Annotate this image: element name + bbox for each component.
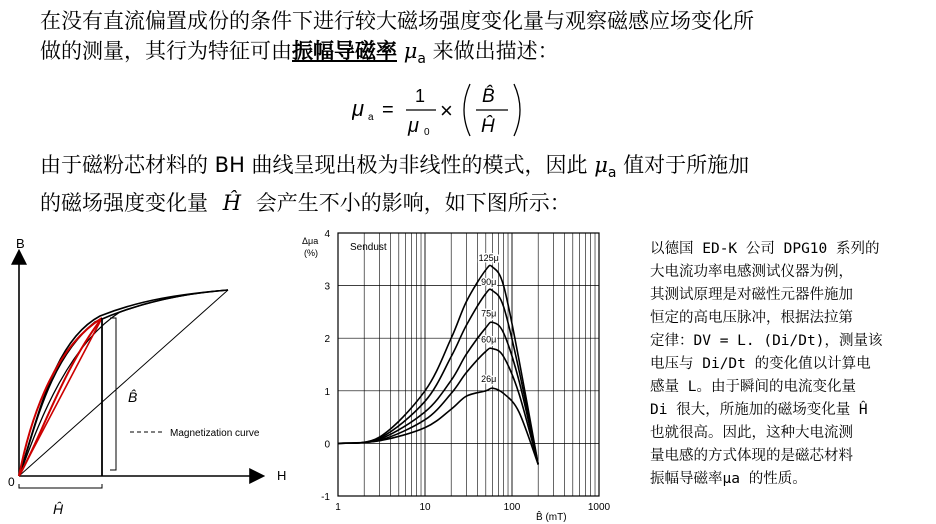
chart-y-tick-label: -1 <box>321 492 330 503</box>
red-chord <box>19 318 102 476</box>
chart-frame <box>338 233 599 496</box>
b-hat-label: B̂ <box>128 389 138 405</box>
mu-subscript: a <box>607 165 617 182</box>
chart-series-label: 125μ <box>478 253 499 264</box>
formula-times: × <box>440 98 453 123</box>
side-text-line: 定律：DV = L. (Di/Dt)，测量该 <box>650 333 883 349</box>
chart-ylabel-line1: Δμa <box>302 236 319 246</box>
side-text-line: 也就很高。因此，这种大电流测 <box>650 425 853 441</box>
formula-left-paren <box>464 84 470 136</box>
chart-title: Sendust <box>350 242 387 253</box>
side-text-line: 大电流功率电感测试仪器为例， <box>650 264 853 280</box>
chart-y-tick-label: 0 <box>324 439 330 451</box>
mu-subscript: a <box>417 51 426 68</box>
h-axis-label: H <box>277 468 287 483</box>
formula-numerator: 1 <box>415 86 426 106</box>
chart-x-tick-label: 1000 <box>587 502 611 513</box>
formula-right-paren <box>514 84 520 136</box>
chart-y-tick-label: 1 <box>324 386 330 398</box>
side-text-line: 量电感的方式体现的是磁芯材料 <box>650 448 853 464</box>
nonlinear-line-1-start: 由于磁粉芯材料的 BH 曲线呈现出极为非线性的模式，因此 <box>40 153 588 177</box>
chart-series-label: 75μ <box>481 308 497 319</box>
h-hat-bracket <box>19 484 102 488</box>
nonlinear-line-1 <box>40 150 749 188</box>
chart-series-label: 26μ <box>481 374 497 385</box>
side-text-line: 振幅导磁率μa 的性质。 <box>650 471 807 487</box>
intro-line-2-start: 做的测量，其行为特征可由 <box>40 39 292 63</box>
chart-x-tick-label: 1 <box>335 502 341 513</box>
formula-h-hat: Ĥ <box>481 116 495 137</box>
sendust-chart <box>296 230 626 524</box>
chart-y-tick-label: 3 <box>324 281 330 293</box>
h-hat-label: Ĥ <box>53 501 64 517</box>
side-explanation <box>650 238 930 491</box>
chart-series-label: 90μ <box>481 276 497 287</box>
nonlinear-line-1-end: 值对于所施加 <box>623 153 750 177</box>
b-axis-label: B <box>16 236 25 251</box>
nonlinear-paragraph <box>40 150 749 218</box>
nonlinear-line-2 <box>40 188 749 218</box>
intro-line-2-end: 来做出描述： <box>432 39 559 63</box>
chart-series-label: 60μ <box>481 334 497 345</box>
intro-line-1: 在没有直流偏置成份的条件下进行较大磁场强度变化量与观察磁感应场变化所 <box>40 9 754 33</box>
side-text-line: 电压与 Di/Dt 的变化值以计算电 <box>650 356 871 372</box>
chart-y-tick-label: 4 <box>324 230 330 240</box>
amplitude-permeability-term: 振幅导磁率 <box>292 39 397 63</box>
nonlinear-line-2-start: 的磁场强度变化量 <box>40 191 208 216</box>
legend-label: Magnetization curve <box>170 428 260 439</box>
origin-label: 0 <box>8 475 15 489</box>
chart-ylabel-line2: (%) <box>304 248 318 258</box>
side-text-line: 其测试原理是对磁性元器件施加 <box>650 287 853 303</box>
mu-symbol: μ <box>403 39 418 63</box>
chart-xlabel: B̂ (mT) <box>536 512 567 523</box>
chart-x-tick-label: 100 <box>503 502 521 513</box>
formula-equals: = <box>382 99 394 121</box>
formula-lhs-sub: a <box>368 112 374 123</box>
chart-labels <box>321 230 610 513</box>
intro-paragraph <box>40 6 754 74</box>
side-text-line: Di 很大，所施加的磁场变化量 Ĥ <box>650 402 868 418</box>
chart-grid <box>338 233 599 496</box>
side-text-line: 以德国 ED-K 公司 DPG10 系列的 <box>650 241 880 257</box>
mu-symbol: μ <box>594 153 608 177</box>
formula-lhs: μ <box>352 96 365 121</box>
h-hat-symbol: Ĥ <box>222 191 242 216</box>
formula-denominator-sub: 0 <box>424 127 430 138</box>
side-text-line: 恒定的高电压脉冲，根据法拉第 <box>650 310 853 326</box>
bh-curve-figure <box>0 230 300 524</box>
chart-y-tick-label: 2 <box>324 334 330 346</box>
nonlinear-line-2-end: 会产生不小的影响，如下图所示： <box>255 191 571 216</box>
chart-x-tick-label: 10 <box>419 502 431 513</box>
formula-denominator: μ <box>408 115 419 137</box>
side-text-line: 感量 L。由于瞬间的电流变化量 <box>650 379 856 395</box>
formula-b-hat: B̂ <box>482 86 495 107</box>
amplitude-permeability-formula <box>352 72 542 142</box>
intro-line-2 <box>40 36 754 74</box>
